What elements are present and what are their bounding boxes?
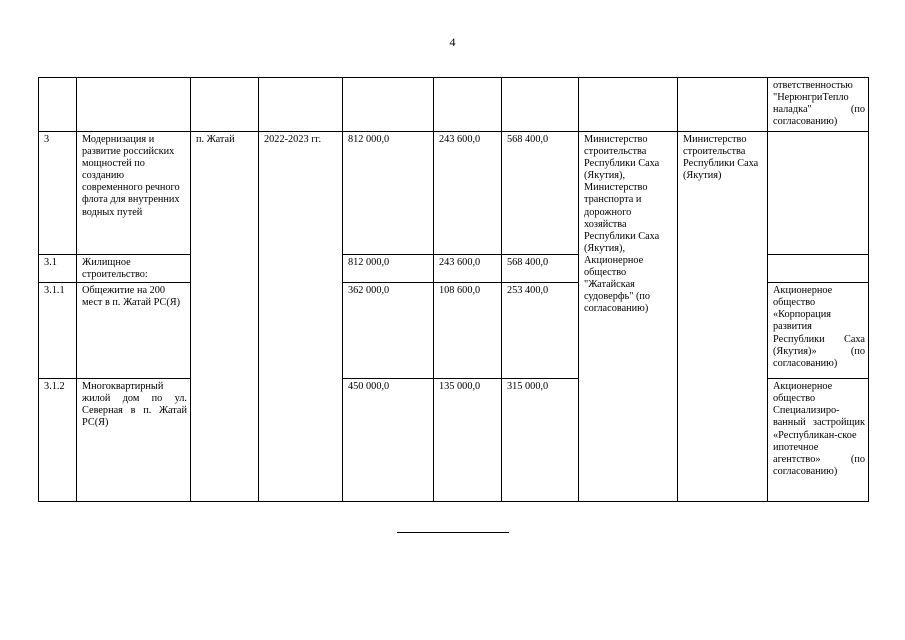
cell-empty	[579, 78, 678, 132]
cell-executors: Министерство строительства Республики Саха (Якутия), Министерство транспорта и дорожного хозяйства Республики Саха (Якутия), Акционерное общество "Жатайская судоверфь" (по согласованию)	[579, 132, 678, 502]
cell-empty	[343, 78, 434, 132]
cell-responsible	[768, 255, 869, 283]
cell-empty	[502, 78, 579, 132]
cell-coordinator: Министерство строительства Республики Саха (Якутия)	[678, 132, 768, 502]
cell-empty	[191, 78, 259, 132]
cell-responsible: Акционерное общество «Корпорация развития Республики Саха (Якутия)» (по согласованию)	[768, 283, 869, 379]
cell-activity-name: Жилищное строительство:	[77, 255, 191, 283]
cell-empty	[434, 78, 502, 132]
footer-divider	[397, 532, 509, 533]
cell-budget-a: 135 000,0	[434, 379, 502, 502]
cell-budget-b: 253 400,0	[502, 283, 579, 379]
page-number: 4	[449, 35, 456, 49]
cell-total: 450 000,0	[343, 379, 434, 502]
table-row-continuation	[39, 78, 869, 132]
table-row-3	[39, 132, 869, 255]
cell-budget-b: 568 400,0	[502, 255, 579, 283]
cell-period: 2022-2023 гг.	[259, 132, 343, 502]
cell-activity-name: Общежитие на 200 мест в п. Жатай РС(Я)	[77, 283, 191, 379]
cell-activity-name: Многоквартирный жилой дом по ул. Северная в п. Жатай РС(Я)	[77, 379, 191, 502]
cell-empty	[259, 78, 343, 132]
cell-budget-a: 108 600,0	[434, 283, 502, 379]
cell-total: 362 000,0	[343, 283, 434, 379]
cell-total: 812 000,0	[343, 132, 434, 255]
cell-row-number: 3.1.2	[39, 379, 77, 502]
program-table	[38, 77, 869, 502]
cell-responsible: ответственностью "НерюнгриТепло наладка" (по согласованию)	[768, 78, 869, 132]
cell-row-number: 3.1.1	[39, 283, 77, 379]
cell-empty	[77, 78, 191, 132]
cell-budget-a: 243 600,0	[434, 255, 502, 283]
cell-budget-a: 243 600,0	[434, 132, 502, 255]
cell-responsible	[768, 132, 869, 255]
cell-row-number: 3.1	[39, 255, 77, 283]
cell-row-number: 3	[39, 132, 77, 255]
cell-empty	[39, 78, 77, 132]
cell-responsible: Акционерное общество Специализиро-ванный застройщик «Республикан-ское ипотечное агентство» (по согласованию)	[768, 379, 869, 502]
cell-activity-name: Модернизация и развитие российских мощностей по созданию современного речного флота для внутренних водных путей	[77, 132, 191, 255]
cell-budget-b: 568 400,0	[502, 132, 579, 255]
cell-empty	[678, 78, 768, 132]
cell-total: 812 000,0	[343, 255, 434, 283]
cell-place: п. Жатай	[191, 132, 259, 502]
cell-budget-b: 315 000,0	[502, 379, 579, 502]
